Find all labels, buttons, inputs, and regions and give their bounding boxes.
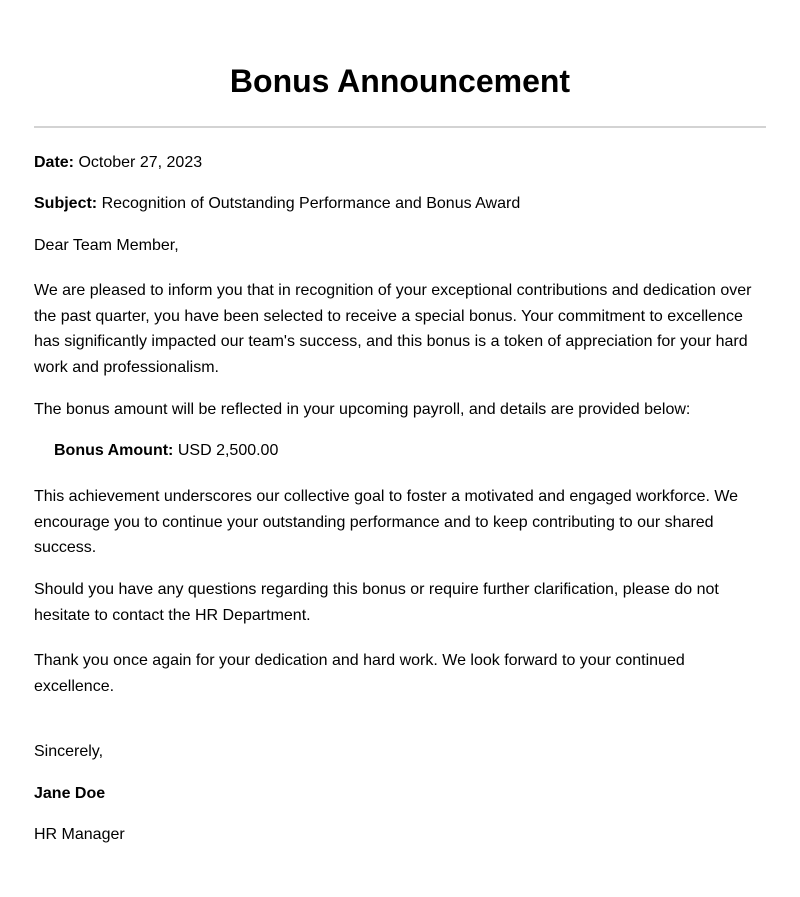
paragraph-payroll: The bonus amount will be reflected in your upcoming payroll, and details are provided below: <box>34 401 691 418</box>
page-title: Bonus Announcement <box>229 63 571 99</box>
bonus-amount-line <box>54 438 786 464</box>
subject-value: Recognition of Outstanding Performance and Bonus Award <box>101 195 521 212</box>
paragraph-achievement: This achievement underscores our collective goal to foster a motivated and engaged workforce. We encourage you to continue your outstanding performance and to keep contributing to our shared success. <box>34 488 739 557</box>
date-line <box>34 150 766 176</box>
paragraph-thanks: Thank you once again for your dedication and hard work. We look forward to your continued excellence. <box>34 652 685 695</box>
subject-line <box>34 191 766 217</box>
title-divider <box>34 126 766 128</box>
paragraph-recognition: We are pleased to inform you that in recognition of your exceptional contributions and dedication over the past quarter, you have been selected to receive a special bonus. Your commitment to excellence has significantly impacted our team's success, and this bonus is a token of appreciation for your hard work and professionalism. <box>34 282 752 376</box>
greeting: Dear Team Member, <box>34 237 179 254</box>
date-label: Date: <box>34 154 75 171</box>
signature-title: HR Manager <box>34 826 125 843</box>
subject-label: Subject: <box>34 195 98 212</box>
signature-closing: Sincerely, <box>34 743 104 760</box>
paragraph-questions: Should you have any questions regarding this bonus or require further clarification, please do not hesitate to contact the HR Department. <box>34 581 719 624</box>
bonus-amount-label: Bonus Amount: <box>54 442 174 459</box>
date-value: October 27, 2023 <box>78 154 203 171</box>
bonus-amount-value: USD 2,500.00 <box>177 442 279 459</box>
signature-name: Jane Doe <box>34 785 106 802</box>
